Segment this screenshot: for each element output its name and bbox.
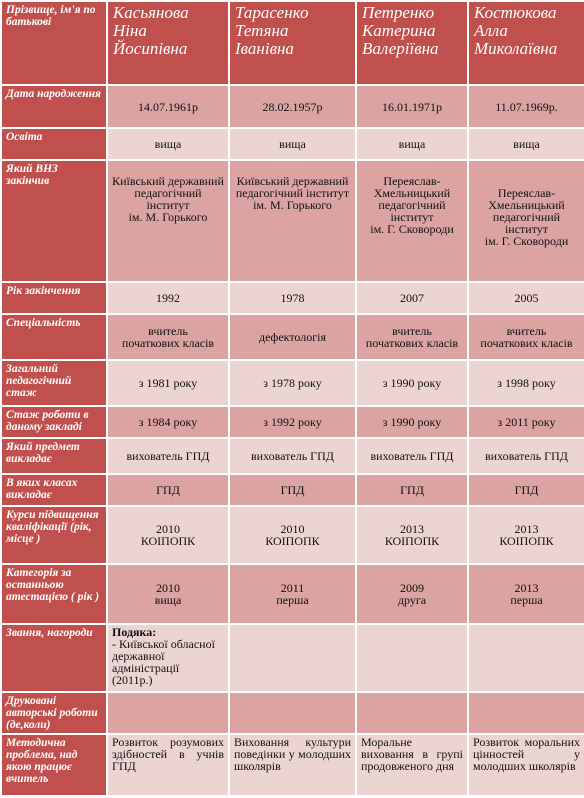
row-publications: [2, 693, 584, 733]
row-label: В яких класах викладає: [2, 475, 106, 505]
row-label: Який ВНЗ закінчив: [2, 161, 106, 281]
teacher-name: Тарасенко Тетяна Іванівна: [230, 2, 355, 84]
cell: вихователь ГПД: [230, 439, 355, 473]
row-label: Категорія за останньою атестацією ( рік ): [2, 565, 106, 623]
cell: Переяслав- Хмельницький педагогічний інститут ім. Г. Сковороди: [469, 161, 584, 281]
cell: вихователь ГПД: [357, 439, 467, 473]
cell: вчитель початкових класів: [108, 315, 228, 359]
cell: вища: [230, 129, 355, 159]
cell: вихователь ГПД: [108, 439, 228, 473]
row-label: Звання, нагороди: [2, 625, 106, 691]
row-institution-experience: [2, 407, 584, 437]
cell: з 1992 року: [230, 407, 355, 437]
cell: 2009 друга: [357, 565, 467, 623]
row-awards: [2, 625, 584, 691]
cell: 2013 КОІПОПК: [357, 507, 467, 563]
cell: вчитель початкових класів: [357, 315, 467, 359]
cell: з 1981 року: [108, 361, 228, 405]
row-university: [2, 161, 584, 281]
teacher-name: Касьянова Ніна Йосипівна: [108, 2, 228, 84]
cell: 2010 КОІПОПК: [230, 507, 355, 563]
row-education: [2, 129, 584, 159]
cell: [357, 693, 467, 733]
cell: з 1998 року: [469, 361, 584, 405]
cell: з 1984 року: [108, 407, 228, 437]
row-label: Який предмет викладає: [2, 439, 106, 473]
award-title: Подяка:: [112, 625, 157, 639]
row-birth-date: [2, 86, 584, 127]
cell: з 1990 року: [357, 407, 467, 437]
cell: [230, 625, 355, 691]
cell: [469, 693, 584, 733]
cell: 2013 перша: [469, 565, 584, 623]
row-methodical-problem: [2, 735, 584, 795]
cell: 1992: [108, 283, 228, 313]
row-label: Освіта: [2, 129, 106, 159]
row-subject: [2, 439, 584, 473]
row-label-name: Прізвище, ім'я по батькові: [2, 2, 106, 84]
row-classes: [2, 475, 584, 505]
cell: 14.07.1961р: [108, 86, 228, 127]
row-label: Рік закінчення: [2, 283, 106, 313]
cell: 2013 КОІПОПК: [469, 507, 584, 563]
row-label: Друковані авторські роботи (де,коли): [2, 693, 106, 733]
cell: дефектологія: [230, 315, 355, 359]
row-label: Загальний педагогічний стаж: [2, 361, 106, 405]
cell: [469, 625, 584, 691]
cell: Розвиток моральних цінностей у молодших школярів: [469, 735, 584, 795]
cell: 2007: [357, 283, 467, 313]
row-graduation-year: [2, 283, 584, 313]
cell: ГПД: [108, 475, 228, 505]
teacher-name: Костюкова Алла Миколаївна: [469, 2, 584, 84]
cell: [357, 625, 467, 691]
cell: вища: [108, 129, 228, 159]
cell: 28.02.1957р: [230, 86, 355, 127]
cell: вихователь ГПД: [469, 439, 584, 473]
cell: 2005: [469, 283, 584, 313]
cell: вчитель початкових класів: [469, 315, 584, 359]
header-row: [2, 2, 584, 84]
cell: ГПД: [230, 475, 355, 505]
cell: вища: [357, 129, 467, 159]
row-attestation: [2, 565, 584, 623]
cell: ГПД: [357, 475, 467, 505]
cell: ГПД: [469, 475, 584, 505]
row-label: Стаж роботи в даному закладі: [2, 407, 106, 437]
cell: вища: [469, 129, 584, 159]
cell: Київський державний педагогічний інститут ім. М. Горького: [230, 161, 355, 281]
cell: Розвиток розумових здібностей в учнів ГПД: [108, 735, 228, 795]
cell: 2010 КОІПОПК: [108, 507, 228, 563]
cell: Подяка: - Київської обласної державної адміністрації (2011р.): [108, 625, 228, 691]
cell: з 1978 року: [230, 361, 355, 405]
row-label: Методична проблема, над якою працює вчитель: [2, 735, 106, 795]
cell: [108, 693, 228, 733]
cell: Виховання культури поведінки у молодших школярів: [230, 735, 355, 795]
teacher-name: Петренко Катерина Валеріївна: [357, 2, 467, 84]
cell: з 1990 року: [357, 361, 467, 405]
cell: 2010 вища: [108, 565, 228, 623]
cell: 2011 перша: [230, 565, 355, 623]
cell: 11.07.1969р.: [469, 86, 584, 127]
cell: з 2011 року: [469, 407, 584, 437]
cell: [230, 693, 355, 733]
row-total-experience: [2, 361, 584, 405]
row-label: Курси підвищення кваліфікації (рік, місце ): [2, 507, 106, 563]
row-qualification-courses: [2, 507, 584, 563]
row-label: Дата народження: [2, 86, 106, 127]
cell: 1978: [230, 283, 355, 313]
row-specialty: [2, 315, 584, 359]
cell: Київський державний педагогічний інститут ім. М. Горького: [108, 161, 228, 281]
cell: Моральне виховання в групі продовженого дня: [357, 735, 467, 795]
row-label: Спеціальність: [2, 315, 106, 359]
cell: Переяслав- Хмельницький педагогічний інститут ім. Г. Сковороди: [357, 161, 467, 281]
cell: 16.01.1971р: [357, 86, 467, 127]
